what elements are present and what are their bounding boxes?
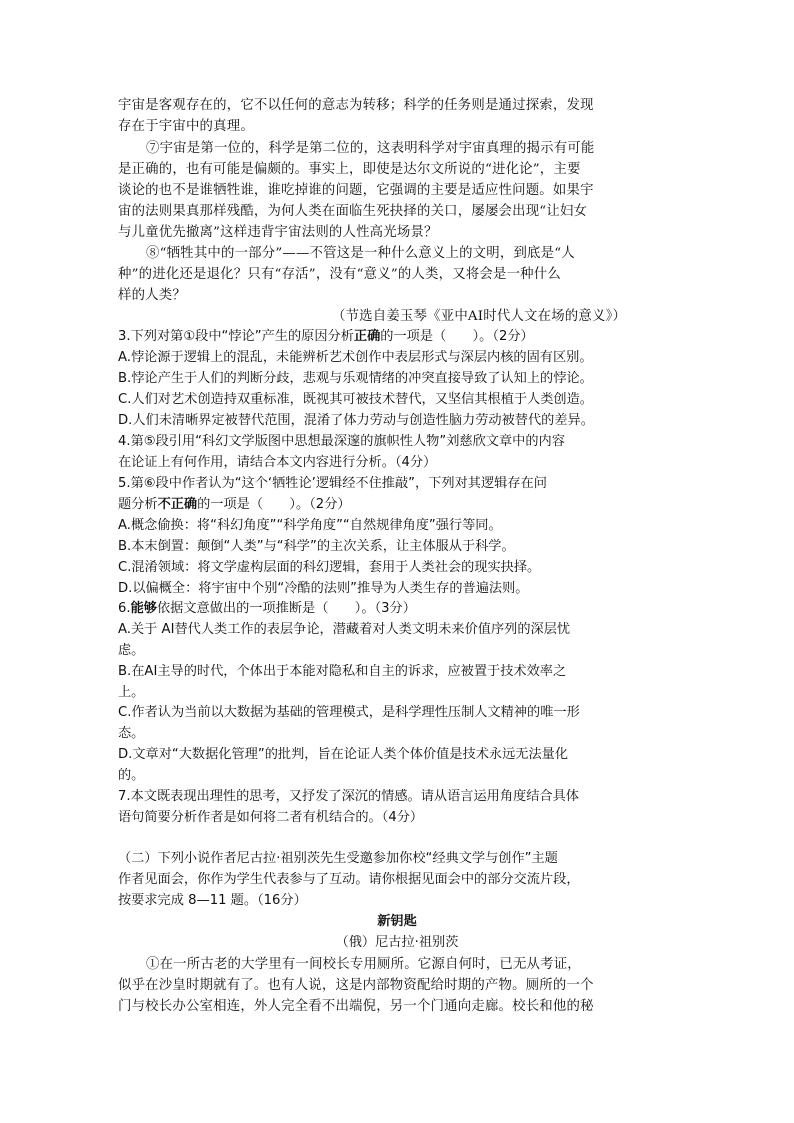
question-5-text: 题分析 xyxy=(118,497,158,512)
question-6-number: 6. xyxy=(118,601,131,616)
section-2-intro: （二）下列小说作者尼古拉·祖别茨先生受邀参加你校“经典文学与创作”主题 xyxy=(118,851,558,866)
section-2-intro: 作者见面会，你作为学生代表参与了互动。请你根据见面会中的部分交流片段， xyxy=(118,872,580,887)
question-3-option-d: D.人们未清晰界定被替代范围，混淆了体力劳动与创造性脑力劳动被替代的差异。 xyxy=(118,413,594,428)
passage-line: 存在于宇宙中的真理。 xyxy=(118,119,254,134)
question-6-option-c-cont: 态。 xyxy=(118,726,145,741)
question-6-option-d-cont: 的。 xyxy=(118,768,145,783)
question-6-option-d: D.文章对“大数据化管理”的批判，旨在论证人类个体价值是技术永远无法量化 xyxy=(118,747,569,762)
question-7-line: 语句简要分析作者是如何将二者有机结合的。（4分） xyxy=(118,810,424,825)
story-paragraph-line: 似乎在沙皇时期就有了。也有人说，这是内部物资配给时期的产物。厕所的一个 xyxy=(118,978,594,993)
question-3-option-a: A.悖论源于逻辑上的混乱，未能辨析艺术创作中表层形式与深层内核的固有区别。 xyxy=(118,350,593,365)
paragraph-7-line: 谈论的也不是谁牺牲谁，谁吃掉谁的问题，它强调的主要是适应性问题。如果宇 xyxy=(118,183,594,198)
paragraph-8-line: 种”的进化还是退化？只有“存活”，没有“意义”的人类，又将会是一种什么 xyxy=(118,267,561,282)
story-paragraph-line: 门与校长办公室相连，外人完全看不出端倪，另一个门通向走廊。校长和他的秘 xyxy=(118,999,594,1014)
paragraph-7-line: 与儿童优先撤离”这样违背宇宙法则的人性高光场景？ xyxy=(118,225,438,240)
story-paragraph-line: ①在一所古老的大学里有一间校长专用厕所。它源自何时，已无从考证， xyxy=(146,957,581,972)
paragraph-8-line: 样的人类？ xyxy=(118,288,186,303)
section-2-intro: 按要求完成 8—11 题。（16分） xyxy=(118,893,307,908)
question-5-option-d: D.以偏概全：将宇宙中个别“冷酷的法则”推导为人类生存的普遍法则。 xyxy=(118,581,529,596)
question-5-emphasis: 不正确 xyxy=(157,497,198,512)
question-3-option-c: C.人们对艺术创造持双重标准，既视其可被技术替代，又坚信其根植于人类创造。 xyxy=(118,392,593,407)
question-3-stem xyxy=(118,327,686,348)
question-6-emphasis: 能够 xyxy=(130,601,157,616)
story-title: 新钥匙 xyxy=(377,914,417,929)
question-5-line: 5.第⑥段中作者认为“这个‘牺牲论’逻辑经不住推敲”，下列对其逻辑存在问 xyxy=(118,476,547,491)
question-6-option-b-cont: 上。 xyxy=(118,685,145,700)
paragraph-7-line: 是正确的，也有可能是偏颇的。事实上，即使是达尔文所说的“进化论”，主要 xyxy=(118,162,581,177)
question-5-option-c: C.混淆领域：将文学虚构层面的科幻逻辑，套用于人类社会的现实抉择。 xyxy=(118,560,541,575)
question-5-option-b: B.本末倒置：颠倒“人类”与“科学”的主次关系，让主体服从于科学。 xyxy=(118,539,515,554)
paragraph-7-line: 宙的法则果真那样残酷，为何人类在面临生死抉择的关口，屡屡会出现“让妇女 xyxy=(118,204,588,219)
question-7-line: 7.本文既表现出理性的思考，又抒发了深沉的情感。请从语言运用角度结合具体 xyxy=(118,789,579,804)
source-citation: （节选自姜玉琴《亚中AI时代人文在场的意义》） xyxy=(332,309,627,324)
question-6-stem xyxy=(118,599,686,620)
question-3-emphasis: 正确 xyxy=(353,329,381,344)
question-5-option-a: A.概念偷换：将“科幻角度”“科学角度”“自然规律角度”强行等同。 xyxy=(118,518,502,533)
paragraph-8-line: ⑧“牺牲其中的一部分”——不管这是一种什么意义上的文明，到底是“人 xyxy=(146,246,575,261)
question-6-option-a-cont: 虑。 xyxy=(118,643,145,658)
question-5-text-end: 的一项是（ ）。（2分） xyxy=(197,497,351,512)
question-6-option-a: A.关于 AI替代人类工作的表层争论，潜藏着对人类文明未来价值序列的深层忧 xyxy=(118,622,571,637)
passage-line: 宇宙是客观存在的，它不以任何的意志为转移；科学的任务则是通过探索，发现 xyxy=(118,98,594,113)
question-6-option-c: C.作者认为当前以大数据为基础的管理模式，是科学理性压制人文精神的唯一形 xyxy=(118,705,580,720)
question-6-option-b: B.在AI主导的时代，个体出于本能对隐私和自主的诉求，应被置于技术效率之 xyxy=(118,664,567,679)
question-4-line: 在论证上有何作用，请结合本文内容进行分析。（4分） xyxy=(118,455,437,470)
story-author: （俄）尼古拉·祖别茨 xyxy=(335,935,459,950)
question-5-stem xyxy=(118,495,686,516)
question-6-text: 依据文意做出的一项推断是（ ）。（3分） xyxy=(156,601,416,616)
question-3-option-b: B.悖论产生于人们的判断分歧，悲观与乐观情绪的冲突直接导致了认知上的悖论。 xyxy=(118,371,593,386)
question-3-text-end: 的一项是（ ）。（2分） xyxy=(380,329,534,344)
paragraph-7-line: ⑦宇宙是第一位的，科学是第二位的，这表明科学对宇宙真理的揭示有可能 xyxy=(146,141,595,156)
question-4-line: 4.第⑤段引用“科幻文学版图中思想最深邃的旗帜性人物”刘慈欣文章中的内容 xyxy=(118,434,565,449)
question-3-text: 3.下列对第①段中“悖论”产生的原因分析 xyxy=(118,329,354,344)
